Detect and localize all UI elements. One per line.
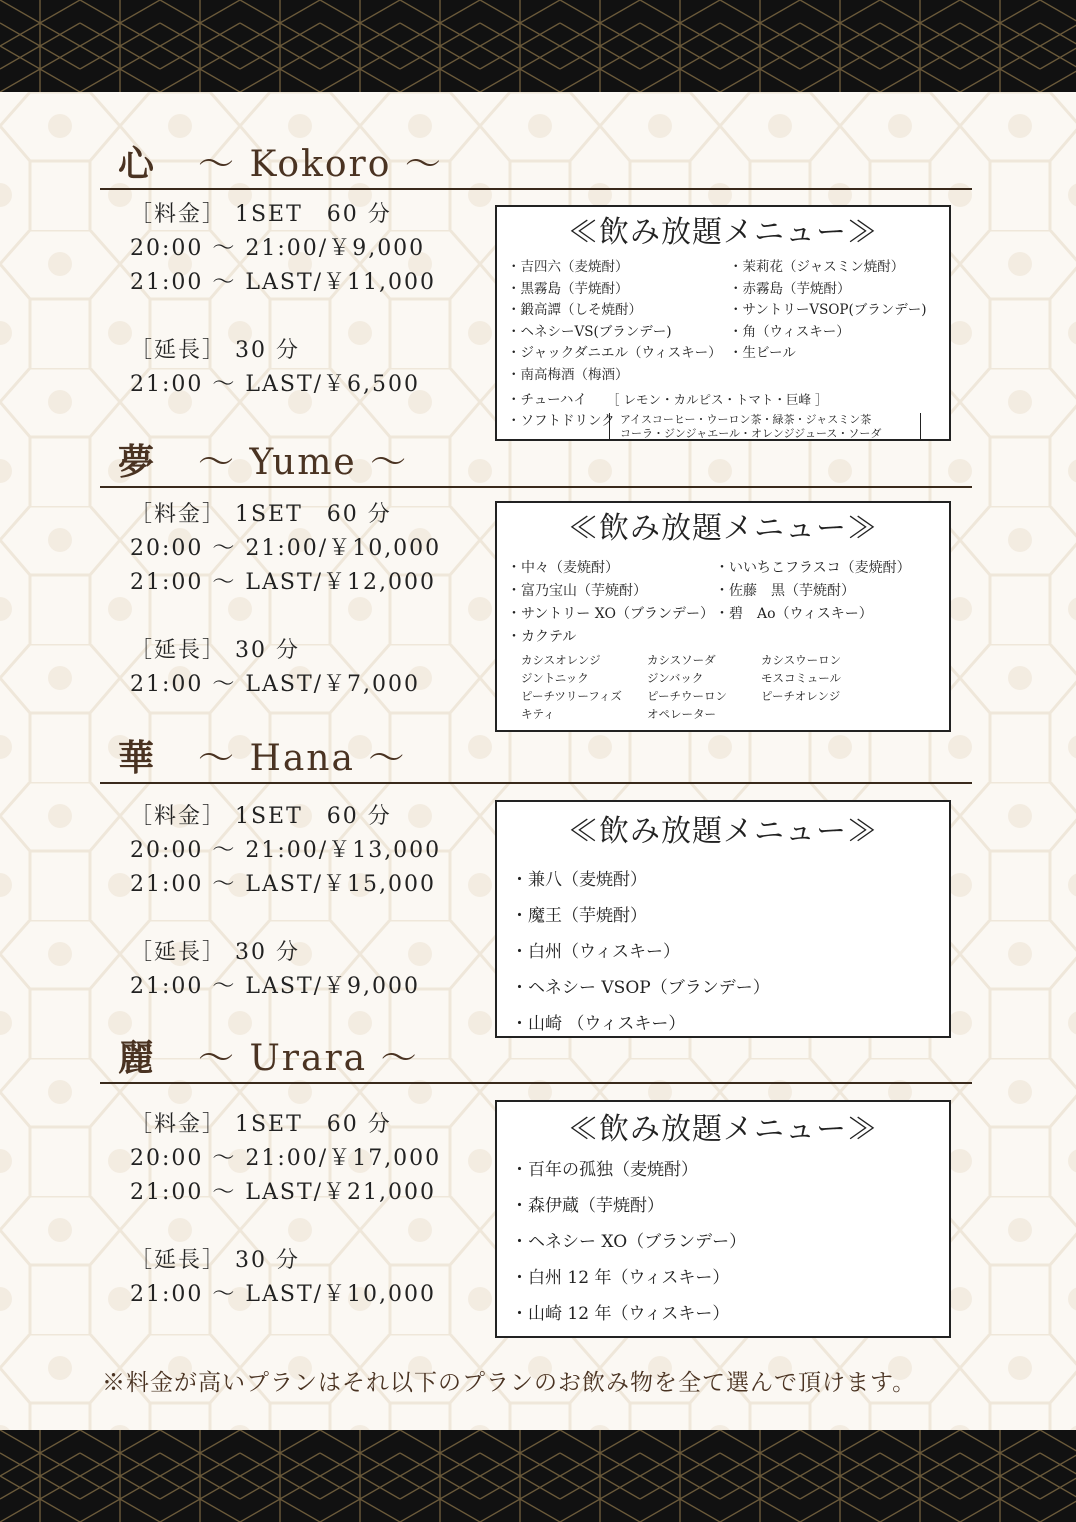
plan-romaji: ～ Kokoro ～ (198, 144, 443, 185)
menu-item: ・生ビール (729, 345, 796, 361)
plan-prices-hana (130, 800, 480, 1004)
cocktail-list (521, 651, 941, 725)
menu-item: ・ヘネシーVS(ブランデー) (507, 323, 672, 340)
plan-romaji: ～ Hana ～ (198, 738, 407, 779)
price-line: 20:00 ～ 21:00/￥10,000 (130, 536, 442, 561)
softdrink-line: コーラ・ジンジャエール・オレンジジュース・ソーダ (620, 427, 882, 440)
cocktail-item: オペレーター (647, 707, 716, 721)
price-line: 21:00 ～ LAST/￥11,000 (130, 270, 437, 295)
footer-note: ※料金が高いプランはそれ以下のプランのお飲み物を全て選んで頂けます。 (102, 1370, 917, 1396)
cocktail-item: キティ (521, 707, 555, 721)
plan-romaji: ～ Urara ～ (198, 1038, 419, 1079)
menu-item: ・富乃宝山（芋焼酎） (507, 583, 647, 599)
extension-line: 21:00 ～ LAST/￥9,000 (130, 974, 421, 999)
top-pattern-band (0, 0, 1076, 92)
plan-prices-yume (130, 498, 480, 702)
menu-item: ・山崎 12 年（ウィスキー） (511, 1304, 730, 1324)
menu-item: ・南高梅酒（梅酒） (507, 366, 629, 383)
chuhai-options: ［ レモン・カルピス・トマト・巨峰 ］ (607, 392, 828, 407)
menu-title: ≪飲み放題メニュー≫ (568, 215, 878, 250)
price-line: ［料金］ 1SET 60 分 (130, 804, 392, 829)
menu-item: ・中々（麦焼酎） (507, 560, 619, 576)
menu-item: ・森伊蔵（芋焼酎） (511, 1196, 664, 1216)
extension-line: 21:00 ～ LAST/￥10,000 (130, 1282, 437, 1307)
price-line: 20:00 ～ 21:00/￥13,000 (130, 838, 442, 863)
menu-title: ≪飲み放題メニュー≫ (568, 511, 878, 546)
menu-box-kokoro (495, 205, 951, 441)
menu-item: ・百年の孤独（麦焼酎） (511, 1160, 698, 1180)
plan-title-urara (100, 1036, 972, 1084)
softdrink-line: アイスコーヒー・ウーロン茶・緑茶・ジャスミン茶 (620, 413, 872, 426)
plan-kanji: 心 (118, 143, 157, 185)
menu-item: ・いいちこフラスコ（麦焼酎） (715, 560, 911, 576)
price-line: 20:00 ～ 21:00/￥9,000 (130, 236, 426, 261)
menu-box-hana (495, 800, 951, 1038)
menu-item: ・兼八（麦焼酎） (511, 870, 647, 890)
cocktail-item: ピーチウーロン (647, 689, 728, 703)
menu-item: ・鍛高譚（しそ焼酎） (507, 302, 642, 318)
price-line: 21:00 ～ LAST/￥15,000 (130, 872, 437, 897)
menu-item: ・茉莉花（ジャスミン焼酎） (729, 259, 905, 275)
cocktail-item: ピーチオレンジ (761, 689, 841, 703)
menu-item: ・山崎 （ウィスキー） (511, 1014, 686, 1034)
menu-item: ・白州（ウィスキー） (511, 942, 680, 962)
price-line: ［料金］ 1SET 60 分 (130, 1112, 392, 1137)
asanoha-pattern-top (0, 0, 1076, 92)
price-line: 21:00 ～ LAST/￥12,000 (130, 570, 437, 595)
menu-box-yume (495, 501, 951, 732)
extension-line: 21:00 ～ LAST/￥7,000 (130, 672, 421, 697)
cocktail-item: カシスオレンジ (521, 653, 601, 667)
softdrink-label: ・ソフトドリンク (507, 413, 615, 429)
plan-prices-urara (130, 1108, 480, 1312)
menu-item: ・吉四六（麦焼酎） (507, 259, 629, 275)
asanoha-pattern-bottom (0, 1430, 1076, 1522)
chuhai-label: ・チューハイ (507, 392, 587, 408)
menu-box-urara (495, 1100, 951, 1338)
extension-line: ［延長］ 30 分 (130, 940, 300, 965)
price-line: ［料金］ 1SET 60 分 (130, 202, 392, 227)
plan-romaji: ～ Yume ～ (198, 442, 409, 483)
menu-item: ・サントリー XO（ブランデー） (507, 606, 714, 622)
extension-line: ［延長］ 30 分 (130, 338, 300, 363)
price-line: ［料金］ 1SET 60 分 (130, 502, 392, 527)
menu-item: ・カクテル (507, 629, 577, 645)
bottom-pattern-band (0, 1430, 1076, 1522)
plan-title-hana (100, 736, 972, 784)
plan-kanji: 華 (118, 737, 157, 779)
menu-title: ≪飲み放題メニュー≫ (568, 1112, 878, 1147)
menu-item: ・ヘネシー XO（ブランデー） (511, 1232, 747, 1252)
price-line: 20:00 ～ 21:00/￥17,000 (130, 1146, 442, 1171)
cocktail-item: モスコミュール (761, 671, 842, 685)
cocktail-item: ピーチツリーフィズ (521, 689, 622, 703)
extension-line: ［延長］ 30 分 (130, 1248, 300, 1273)
softdrink-bracket (609, 413, 921, 441)
menu-item: ・サントリーVSOP(ブランデー) (729, 302, 927, 318)
menu-title: ≪飲み放題メニュー≫ (568, 814, 878, 849)
cocktail-item: ジントニック (521, 671, 589, 685)
cocktail-item: カシスウーロン (761, 653, 842, 667)
price-line: 21:00 ～ LAST/￥21,000 (130, 1180, 437, 1205)
menu-item: ・ヘネシー VSOP（ブランデー） (511, 978, 770, 998)
cocktail-item: ジンバック (647, 671, 704, 685)
menu-item: ・ジャックダニエル（ウィスキー） (507, 345, 722, 361)
menu-item: ・碧 Ao（ウィスキー） (715, 606, 873, 622)
plan-kanji: 夢 (118, 441, 157, 483)
menu-item: ・角（ウィスキー） (729, 323, 850, 340)
cocktail-item: カシスソーダ (647, 653, 716, 667)
plan-kanji: 麗 (118, 1037, 157, 1079)
extension-line: 21:00 ～ LAST/￥6,500 (130, 372, 421, 397)
plan-prices-kokoro (130, 198, 480, 402)
extension-line: ［延長］ 30 分 (130, 638, 300, 663)
menu-item: ・魔王（芋焼酎） (511, 906, 647, 926)
menu-item: ・佐藤 黒（芋焼酎） (715, 583, 855, 599)
menu-item: ・赤霧島（芋焼酎） (729, 280, 851, 297)
menu-item: ・白州 12 年（ウィスキー） (511, 1268, 730, 1288)
menu-item: ・黒霧島（芋焼酎） (507, 280, 629, 297)
plan-title-kokoro (100, 142, 972, 190)
plan-title-yume (100, 440, 972, 488)
